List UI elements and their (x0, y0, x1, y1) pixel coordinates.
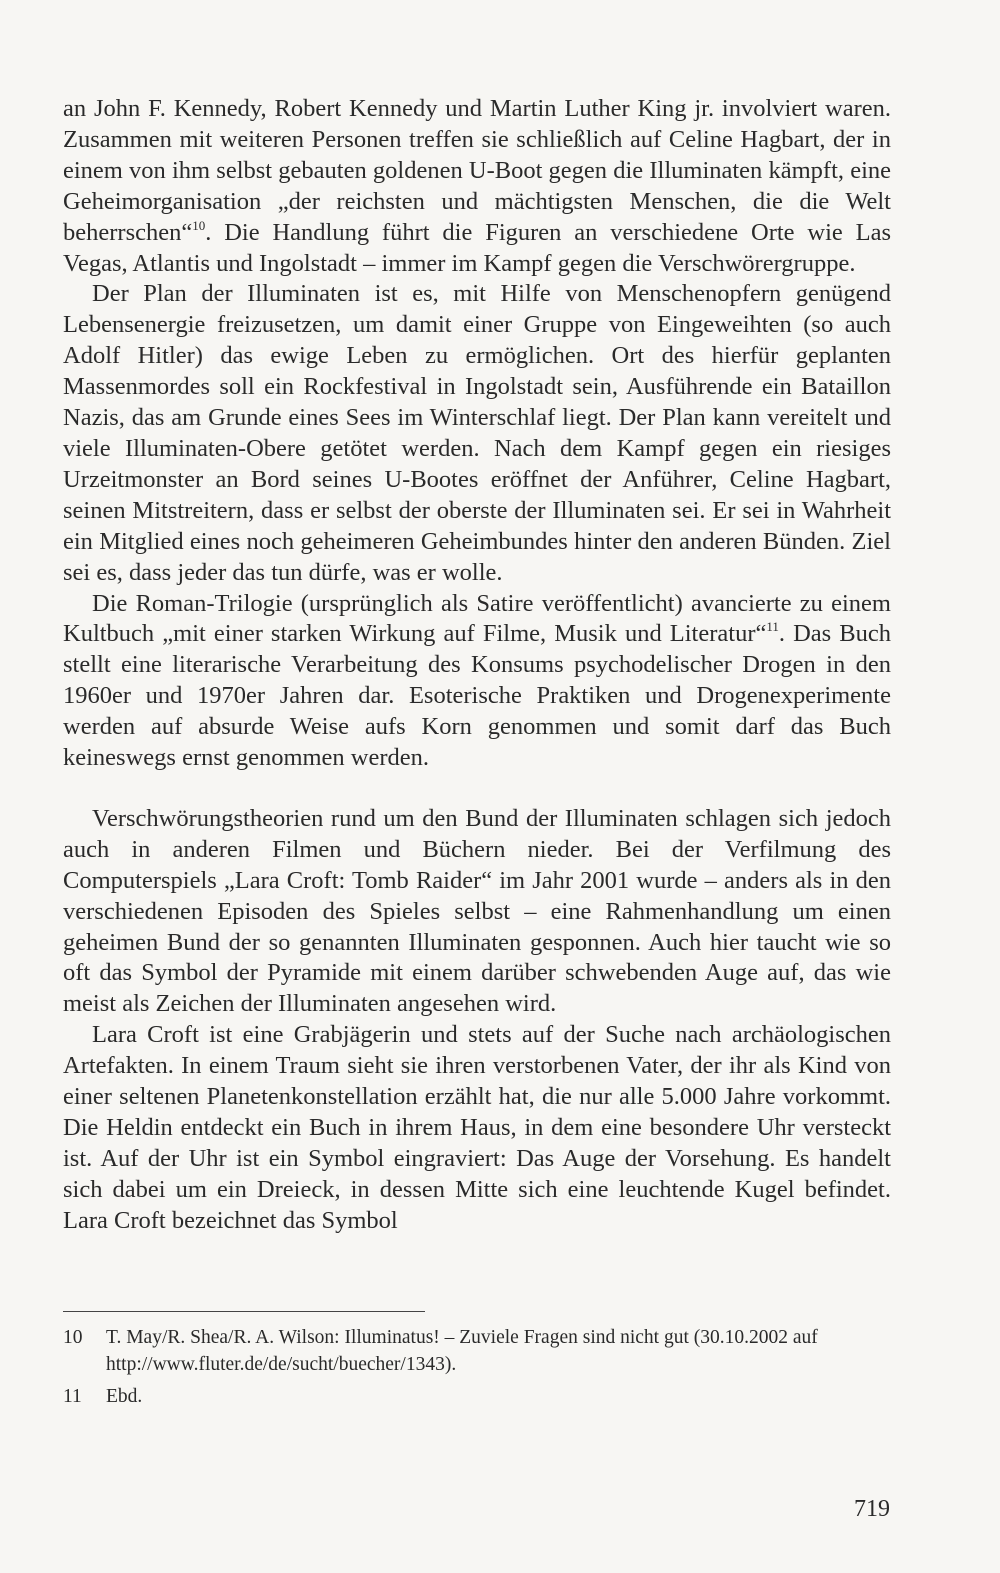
footnote-text: T. May/R. Shea/R. A. Wilson: Illuminatus! – Zuviele Fragen sind nicht gut (30.10.2002 auf http://www.fluter.de/de/sucht/buecher/1343). (106, 1327, 818, 1375)
footnote-divider (63, 1311, 425, 1312)
footnote-ref: 11 (766, 619, 779, 635)
footnote-number: 10 (63, 1327, 83, 1348)
text-run: Die Roman-Trilogie (ursprünglich als Satire veröffentlicht) avancierte zu einem Kultbuch „mit einer starken Wirkung auf Filme, Musik und Literatur“ (63, 589, 891, 648)
paragraph-4 (63, 804, 891, 1020)
page-body (63, 94, 891, 1237)
footnote-10 (63, 1324, 891, 1378)
footnote-ref: 10 (192, 217, 206, 233)
text-run: Lara Croft ist eine Grabjägerin und stets auf der Suche nach archäologischen Artefakten. In einem Traum sieht sie ihren verstorbenen Vater, der ihr als Kind von einer seltenen Planetenkonstellation erzählt hat, die nur alle 5.000 Jahre vorkommt. Die Heldin entdeckt ein Buch in ihrem Haus, in dem eine besondere Uhr versteckt ist. Auf der Uhr ist ein Symbol eingraviert: Das Auge der Vorsehung. Es handelt sich dabei um ein Dreieck, in dessen Mitte sich eine leuchtende Kugel befindet. Lara Croft bezeichnet das Symbol (63, 1021, 891, 1234)
footnote-number: 11 (63, 1386, 82, 1407)
footnote-text: Ebd. (106, 1386, 143, 1407)
text-run: an John F. Kennedy, Robert Kennedy und Martin Luther King jr. involviert waren. Zusammen mit weiteren Personen treffen sie schließlich auf Celine Hagbart, der in einem von ihm selbst gebauten goldenen U-Boot gegen die Illuminaten kämpft, eine Geheimorganisation „der reichsten und mächtigsten Menschen, die die Welt beherrschen“ (63, 95, 891, 246)
text-run: . Das Buch stellt eine literarische Verarbeitung des Konsums psychodelischer Drogen in den 1960er und 1970er Jahren dar. Esoterische Praktiken und Drogenexperimente werden auf absurde Weise aufs Korn genommen und somit darf das Buch keineswegs ernst genommen werden. (63, 620, 891, 772)
footnote-11 (63, 1383, 891, 1410)
paragraph-2 (63, 279, 891, 588)
main-text (63, 94, 891, 1237)
text-run: . Die Handlung führt die Figuren an verschiedene Orte wie Las Vegas, Atlantis und Ingolstadt – immer im Kampf gegen die Verschwörergruppe. (63, 218, 891, 277)
paragraph-1 (63, 94, 891, 279)
paragraph-3 (63, 589, 891, 774)
text-run: Verschwörungstheorien rund um den Bund der Illuminaten schlagen sich jedoch auch in anderen Filmen und Büchern nieder. Bei der Verfilmung des Computerspiels „Lara Croft: Tomb Raider“ im Jahr 2001 wurde – anders als in den verschiedenen Episoden des Spieles selbst – eine Rahmenhandlung um einen geheimen Bund der so genannten Illuminaten gesponnen. Auch hier taucht wie so oft das Symbol der Pyramide mit einem darüber schwebenden Auge auf, das wie meist als Zeichen der Illuminaten angesehen wird. (63, 804, 891, 1018)
paragraph-5 (63, 1020, 891, 1236)
text-run: Der Plan der Illuminaten ist es, mit Hilfe von Menschenopfern genügend Lebensenergie freizusetzen, um damit einer Gruppe von Eingeweihten (so auch Adolf Hitler) das ewige Leben zu ermöglichen. Ort des hierfür geplanten Massenmordes soll ein Rockfestival in Ingolstadt sein, Ausführende ein Bataillon Nazis, das am Grunde eines Sees im Winterschlaf liegt. Der Plan kann vereitelt und viele Illuminaten-Obere getötet werden. Nach dem Kampf gegen ein riesiges Urzeitmonster an Bord seines U-Bootes eröffnet der Anführer, Celine Hagbart, seinen Mitstreitern, dass er selbst der oberste der Illuminaten sei. Er sei in Wahrheit ein Mitglied eines noch geheimeren Geheimbundes hinter den anderen Bünden. Ziel sei es, dass jeder das tun dürfe, was er wolle. (63, 280, 891, 586)
page-number: 719 (854, 1496, 890, 1522)
footnotes (63, 1324, 891, 1415)
